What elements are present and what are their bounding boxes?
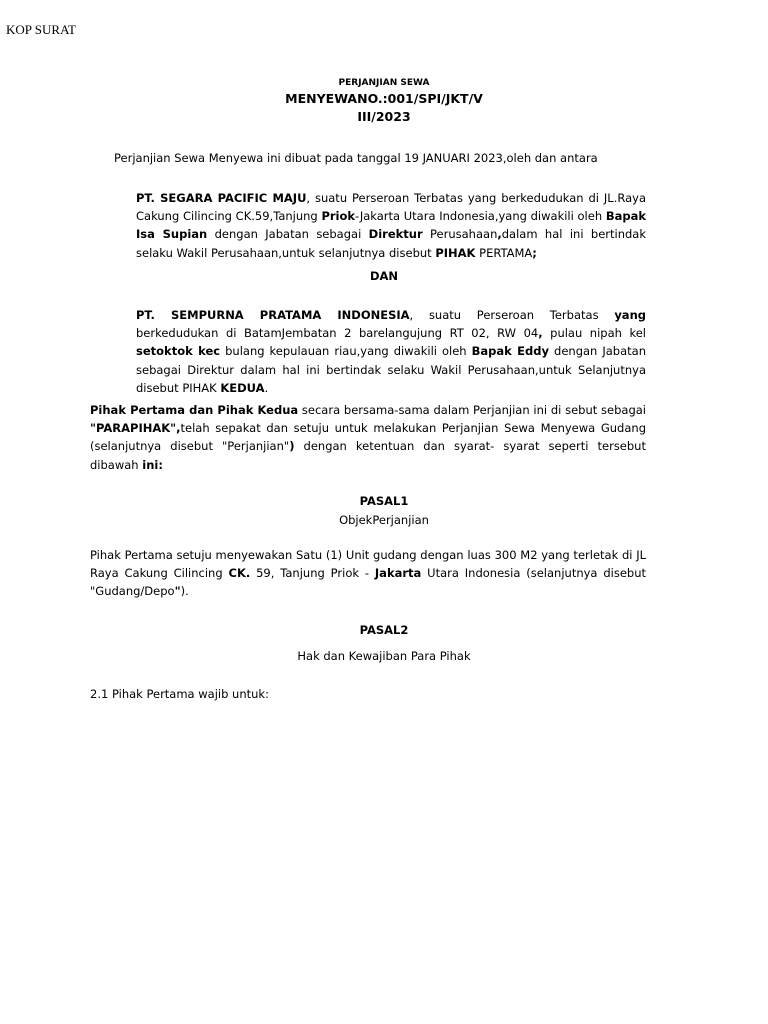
pasal1-subheading: ObjekPerjanjian: [339, 513, 429, 527]
pasal1-heading: PASAL1: [359, 494, 409, 508]
dan-separator: DAN: [369, 269, 399, 283]
pasal1-paragraph: Pihak Pertama setuju menyewakan Satu (1) Unit gudang dengan luas 300 M2 yang terletak di JL Raya Cakung Cilincing CK. 59, Tanjung Priok - Jakarta Utara Indonesia (selanjutnya disebut "Gudang/Depo").: [90, 548, 646, 599]
pasal2-item-2-1: 2.1 Pihak Pertama wajib untuk:: [90, 687, 269, 701]
document-number-line2: III/2023: [357, 109, 411, 124]
second-party-paragraph: PT. SEMPURNA PRATAMA INDONESIA, suatu Perseroan Terbatas yang berkedudukan di BatamJembatan 2 barelangujung RT 02, RW 04, pulau nipah kel setoktok kec bulang kepulauan riau,yang diwakili oleh Bapak Eddy dengan Jabatan sebagai Direktur dalam hal ini bertindak selaku Wakil Perusahaan,untuk Selanjutnya disebut PIHAK KEDUA.: [136, 308, 646, 395]
second-party-name: PT. SEMPURNA PRATAMA INDONESIA: [136, 308, 410, 322]
pasal2-subheading: Hak dan Kewajiban Para Pihak: [297, 649, 471, 663]
letterhead-placeholder: KOP SURAT: [6, 22, 76, 37]
parapihak-paragraph: Pihak Pertama dan Pihak Kedua secara bersama-sama dalam Perjanjian ini di sebut sebagai "PARAPIHAK",telah sepakat dan setuju untuk melakukan Perjanjian Sewa Menyewa Gudang (selanjutnya disebut "Perjanjian") dengan ketentuan dan syarat- syarat seperti tersebut dibawah ini:: [90, 403, 646, 472]
first-party-paragraph: PT. SEGARA PACIFIC MAJU, suatu Perseroan Terbatas yang berkedudukan di JL.Raya Cakung Cilincing CK.59,Tanjung Priok-Jakarta Utara Indonesia,yang diwakili oleh Bapak Isa Supian dengan Jabatan sebagai Direktur Perusahaan,dalam hal ini bertindak selaku Wakil Perusahaan,untuk selanjutnya disebut PIHAK PERTAMA;: [136, 191, 647, 260]
intro-paragraph: Perjanjian Sewa Menyewa ini dibuat pada tanggal 19 JANUARI 2023,oleh dan antara: [114, 151, 598, 165]
first-party-name: PT. SEGARA PACIFIC MAJU: [136, 191, 307, 205]
document-title: PERJANJIAN SEWA: [338, 78, 430, 88]
document-number-line1: MENYEWANO.:001/SPI/JKT/V: [285, 91, 483, 106]
pasal2-heading: PASAL2: [359, 623, 409, 637]
